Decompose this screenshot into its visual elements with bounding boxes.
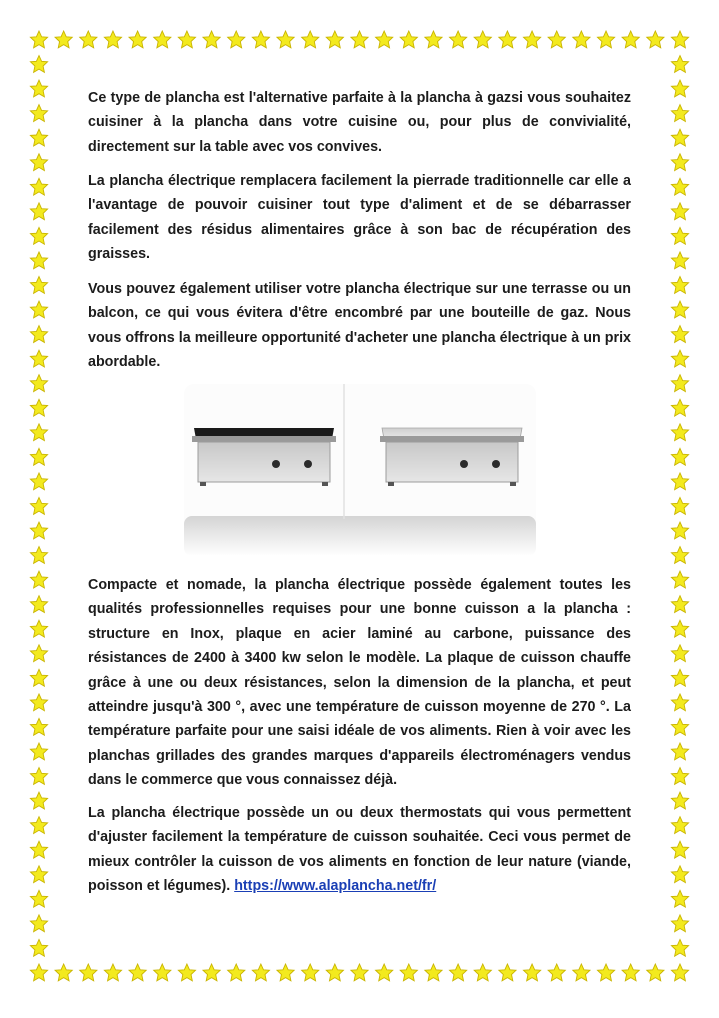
star-icon (30, 669, 47, 686)
star-icon (30, 768, 47, 785)
star-icon (671, 718, 688, 735)
star-icon (671, 645, 688, 662)
star-icon (252, 964, 269, 981)
star-icon (30, 547, 47, 564)
star-icon (671, 669, 688, 686)
star-icon (671, 841, 688, 858)
star-icon (30, 792, 47, 809)
star-icon (55, 31, 72, 48)
paragraph-3: Vous pouvez également utiliser votre plancha électrique sur une terrasse ou un balcon, ce qui vous évitera d'être encombré par une bouteille de gaz. Nous vous offrons la meilleure opportunité d'acheter une plancha électrique à un prix abordable. (88, 281, 631, 371)
website-link[interactable]: https://www.alaplancha.net/fr/ (234, 878, 437, 895)
paragraph-5-text: La plancha électrique possède un ou deux thermostats qui vous permettent d'ajuster facilement la température de cuisson souhaitée. Ceci vous permet de mieux contrôler la cuisson de vos aliments en fonction de leur nature (viande, poisson et légumes). (88, 805, 631, 895)
star-icon (30, 620, 47, 637)
star-icon (30, 571, 47, 588)
star-icon (671, 571, 688, 588)
star-icon (178, 31, 195, 48)
star-icon (252, 31, 269, 48)
star-icon (671, 56, 688, 73)
star-icon (228, 31, 245, 48)
star-icon (277, 964, 294, 981)
star-icon (30, 915, 47, 932)
star-icon (671, 890, 688, 907)
star-icon (671, 792, 688, 809)
star-icon (30, 718, 47, 735)
star-icon (30, 178, 47, 195)
plancha-steel-plate-image (380, 428, 524, 486)
star-icon (425, 31, 442, 48)
star-icon (30, 424, 47, 441)
star-icon (548, 964, 565, 981)
star-icon (30, 866, 47, 883)
star-icon (30, 203, 47, 220)
star-icon (154, 31, 171, 48)
star-icon (30, 498, 47, 515)
star-icon (499, 31, 516, 48)
star-icon (671, 817, 688, 834)
star-icon (622, 31, 639, 48)
star-icon (30, 743, 47, 760)
star-icon (523, 31, 540, 48)
star-icon (622, 964, 639, 981)
star-icon (400, 964, 417, 981)
star-icon (55, 964, 72, 981)
star-icon (30, 522, 47, 539)
star-icon (671, 547, 688, 564)
star-icon (671, 301, 688, 318)
star-icon (30, 227, 47, 244)
star-icon (80, 31, 97, 48)
star-icon (203, 31, 220, 48)
star-icon (30, 105, 47, 122)
star-icon (30, 890, 47, 907)
star-icon (671, 375, 688, 392)
star-icon (30, 817, 47, 834)
star-icon (30, 694, 47, 711)
star-icon (671, 129, 688, 146)
star-icon (30, 80, 47, 97)
star-icon (671, 866, 688, 883)
star-icon (671, 743, 688, 760)
plancha-black-plate-image (192, 428, 336, 486)
star-icon (671, 31, 688, 48)
star-icon (499, 964, 516, 981)
star-icon (671, 154, 688, 171)
star-icon (30, 326, 47, 343)
star-icon (647, 964, 664, 981)
star-icon (30, 399, 47, 416)
star-icon (671, 522, 688, 539)
paragraph-2: La plancha électrique remplacera facilement la pierrade traditionnelle car elle a l'avantage de pouvoir cuisiner tout type d'aliment et de se débarrasser facilement des résidus alimentaires grâce à son bac de récupération des graisses. (88, 173, 631, 263)
star-icon (302, 964, 319, 981)
star-icon (30, 301, 47, 318)
star-icon (671, 350, 688, 367)
star-icon (104, 964, 121, 981)
star-icon (30, 375, 47, 392)
star-icon (671, 105, 688, 122)
star-icon (671, 915, 688, 932)
star-icon (671, 178, 688, 195)
paragraph-1: Ce type de plancha est l'alternative parfaite à la plancha à gazsi vous souhaitez cuisiner à la plancha dans votre cuisine ou, pour plus de convivialité, directement sur la table avec vos convives. (88, 90, 631, 155)
star-icon (30, 645, 47, 662)
star-icon (671, 227, 688, 244)
star-icon (671, 620, 688, 637)
star-icon (30, 31, 47, 48)
star-icon (277, 31, 294, 48)
star-icon (30, 964, 47, 981)
star-icon (30, 154, 47, 171)
star-icon (104, 31, 121, 48)
star-icon (671, 694, 688, 711)
star-icon (30, 56, 47, 73)
star-icon (671, 448, 688, 465)
star-icon (228, 964, 245, 981)
star-icon (573, 964, 590, 981)
star-icon (425, 964, 442, 981)
star-icon (80, 964, 97, 981)
star-icon (523, 964, 540, 981)
star-icon (30, 473, 47, 490)
star-icon (351, 31, 368, 48)
star-icon (154, 964, 171, 981)
star-icon (671, 596, 688, 613)
star-icon (671, 277, 688, 294)
star-icon (671, 939, 688, 956)
star-icon (400, 31, 417, 48)
star-icon (30, 448, 47, 465)
star-icon (671, 473, 688, 490)
star-icon (474, 31, 491, 48)
star-icon (671, 252, 688, 269)
star-icon (376, 964, 393, 981)
star-icon (326, 964, 343, 981)
star-icon (597, 964, 614, 981)
star-icon (671, 203, 688, 220)
star-icon (450, 964, 467, 981)
star-icon (302, 31, 319, 48)
star-icon (671, 964, 688, 981)
star-icon (548, 31, 565, 48)
star-icon (671, 80, 688, 97)
star-icon (671, 768, 688, 785)
star-icon (671, 399, 688, 416)
star-icon (450, 31, 467, 48)
star-icon (326, 31, 343, 48)
star-icon (573, 31, 590, 48)
star-icon (671, 326, 688, 343)
paragraph-5 (88, 801, 631, 899)
star-icon (597, 31, 614, 48)
star-icon (671, 498, 688, 515)
product-photos (184, 384, 536, 556)
star-icon (474, 964, 491, 981)
star-icon (351, 964, 368, 981)
star-icon (129, 31, 146, 48)
star-icon (376, 31, 393, 48)
star-icon (30, 350, 47, 367)
star-icon (30, 252, 47, 269)
star-icon (30, 596, 47, 613)
star-icon (30, 129, 47, 146)
star-icon (203, 964, 220, 981)
star-icon (30, 277, 47, 294)
paragraph-4: Compacte et nomade, la plancha électrique possède également toutes les qualités professionnelles requises pour une bonne cuisson a la plancha : structure en Inox, plaque en acier laminé au carbone, puissance des résistances de 2400 à 3400 kw selon le modèle. La plaque de cuisson chauffe grâce à une ou deux résistances, selon la dimension de la plancha, et peut atteindre jusqu'à 300 °, avec une température de cuisson moyenne de 270 °. La température parfaite pour une saisi idéale de vos aliments. Rien à voir avec les planchas grillades des grandes marques d'appareils électroménagers vendus dans le commerce que vous connaissez déjà. (88, 577, 631, 789)
star-icon (30, 939, 47, 956)
star-icon (178, 964, 195, 981)
star-icon (129, 964, 146, 981)
star-icon (30, 841, 47, 858)
star-icon (647, 31, 664, 48)
star-icon (671, 424, 688, 441)
